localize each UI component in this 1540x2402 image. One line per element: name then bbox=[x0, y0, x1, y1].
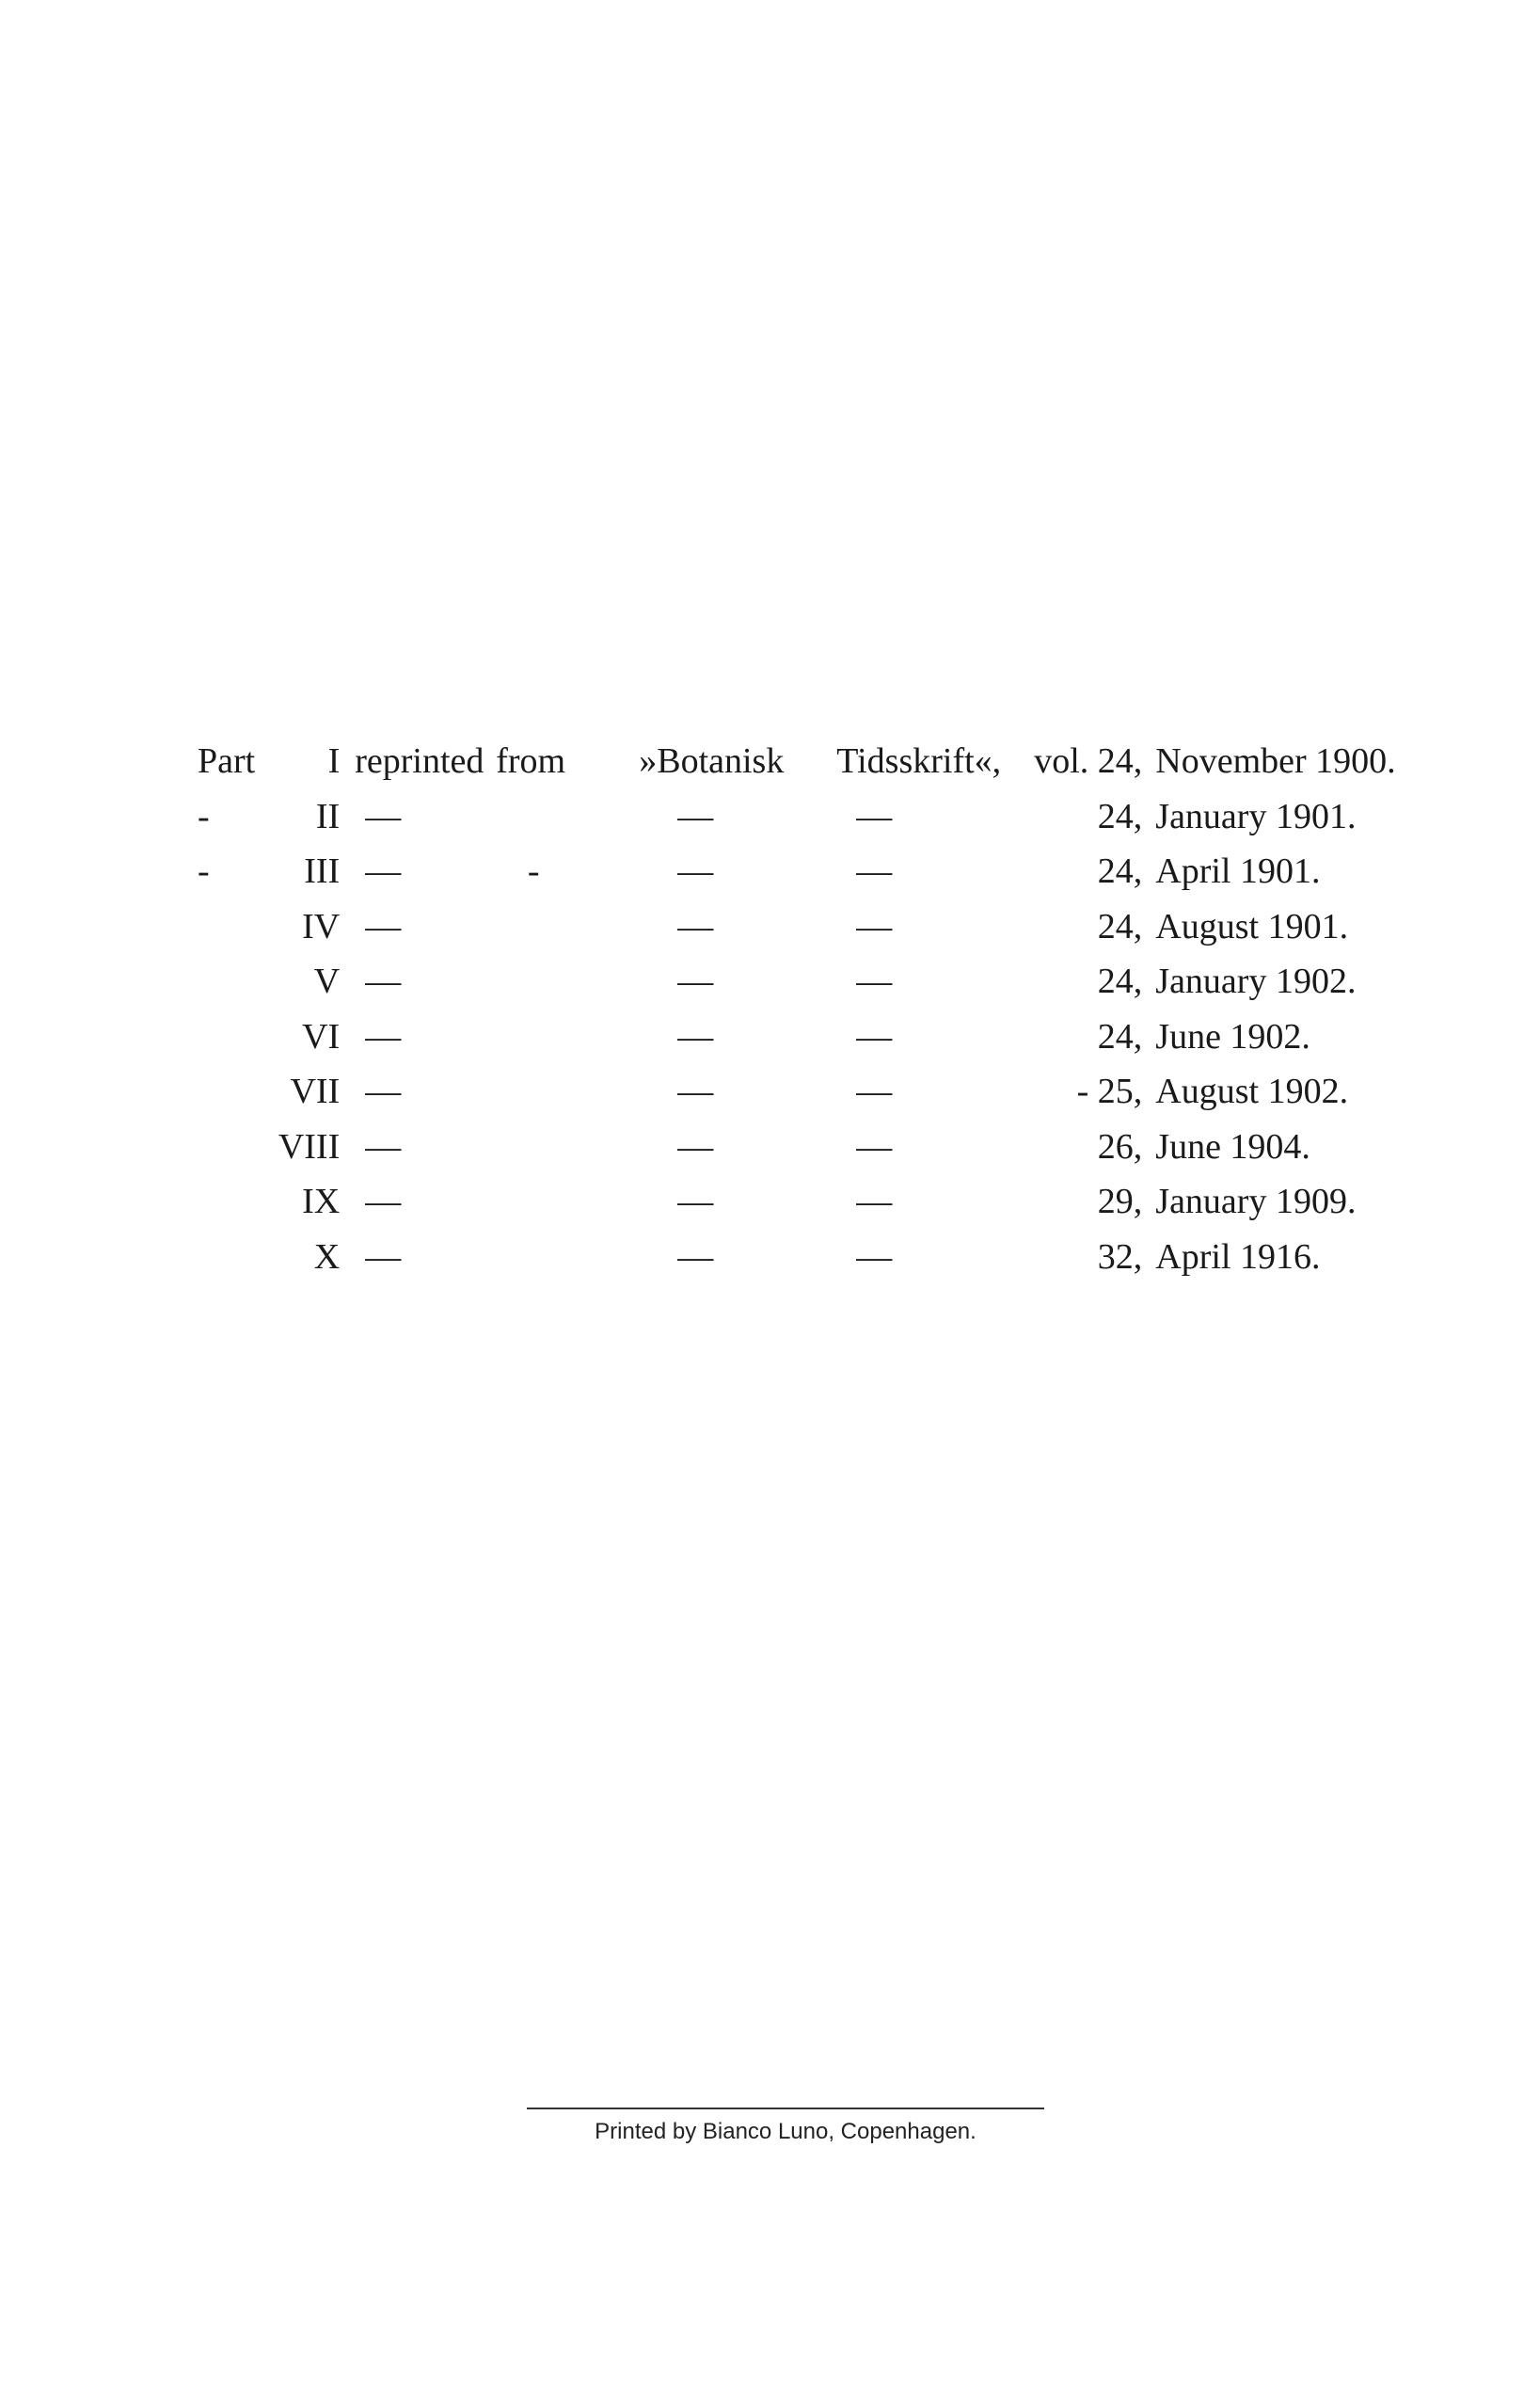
volume-number: 24, bbox=[1097, 1016, 1143, 1057]
ditto-mark: — bbox=[856, 796, 893, 836]
ditto-mark: — bbox=[365, 851, 402, 892]
reprint-list bbox=[198, 734, 1437, 1284]
volume-number: 24, bbox=[1097, 741, 1143, 782]
ditto-mark: — bbox=[856, 1182, 893, 1222]
ditto-mark: — bbox=[677, 906, 714, 946]
ditto-mark: — bbox=[677, 796, 714, 836]
issue-date: August 1901. bbox=[1155, 906, 1349, 946]
printer-colophon: Printed by Bianco Luno, Copenhagen. bbox=[595, 2119, 976, 2144]
issue-date: January 1909. bbox=[1155, 1182, 1357, 1222]
ditto-stray bbox=[496, 1174, 639, 1230]
issue-date: November 1900. bbox=[1155, 741, 1396, 782]
ditto-dash bbox=[198, 1174, 255, 1230]
issue-date: August 1902. bbox=[1155, 1072, 1349, 1112]
reprint-row bbox=[198, 1064, 1437, 1120]
ditto-stray: - bbox=[527, 851, 540, 892]
part-number: VI bbox=[302, 1016, 341, 1057]
ditto-mark: — bbox=[856, 906, 893, 946]
ditto-mark: — bbox=[856, 1236, 893, 1277]
ditto-stray bbox=[496, 954, 639, 1010]
part-number: IX bbox=[302, 1182, 341, 1222]
part-number: I bbox=[327, 741, 341, 782]
ditto-dash bbox=[198, 1064, 255, 1120]
issue-date: June 1902. bbox=[1155, 1016, 1310, 1057]
ditto-dash bbox=[198, 1010, 255, 1065]
ditto-mark: — bbox=[365, 962, 402, 1002]
ditto-dash bbox=[198, 1120, 255, 1175]
reprint-row bbox=[198, 1230, 1437, 1285]
ditto-mark: — bbox=[677, 1016, 714, 1057]
ditto-dash bbox=[198, 1230, 255, 1285]
part-number: V bbox=[313, 962, 341, 1002]
ditto-mark: — bbox=[365, 1072, 402, 1112]
ditto-stray bbox=[496, 899, 639, 955]
reprint-row bbox=[198, 1120, 1437, 1175]
ditto-dash bbox=[198, 954, 255, 1010]
ditto-dash: - bbox=[198, 796, 210, 836]
ditto-mark: — bbox=[677, 962, 714, 1002]
volume-number: 24, bbox=[1097, 906, 1143, 946]
volume-number: 24, bbox=[1097, 796, 1143, 836]
volume-label: vol. 24, bbox=[1034, 741, 1143, 782]
part-number: VII bbox=[290, 1072, 341, 1112]
part-number: X bbox=[313, 1236, 341, 1277]
reprinted-text: reprinted bbox=[355, 741, 484, 782]
volume-number: 29, bbox=[1097, 1182, 1143, 1222]
part-number: II bbox=[315, 796, 341, 836]
ditto-mark: — bbox=[365, 796, 402, 836]
issue-date: January 1902. bbox=[1155, 962, 1357, 1002]
ditto-mark: — bbox=[677, 1072, 714, 1112]
ditto-stray bbox=[496, 789, 639, 845]
reprint-row bbox=[198, 734, 1437, 789]
from-text: from bbox=[496, 741, 566, 782]
ditto-stray bbox=[496, 1120, 639, 1175]
reprint-row bbox=[198, 844, 1437, 899]
volume-number: - 25, bbox=[1076, 1072, 1143, 1112]
ditto-mark: — bbox=[856, 962, 893, 1002]
reprint-row bbox=[198, 1010, 1437, 1065]
ditto-mark: — bbox=[365, 1236, 402, 1277]
journal-name-2: Tidsskrift«, bbox=[836, 741, 1002, 782]
ditto-mark: — bbox=[677, 1126, 714, 1167]
part-number: IV bbox=[302, 906, 341, 946]
volume-number: 32, bbox=[1097, 1236, 1143, 1277]
ditto-stray bbox=[496, 1010, 639, 1065]
ditto-mark: — bbox=[365, 1016, 402, 1057]
ditto-mark: — bbox=[365, 1126, 402, 1167]
ditto-mark: — bbox=[856, 1126, 893, 1167]
ditto-stray bbox=[496, 1230, 639, 1285]
reprint-row bbox=[198, 899, 1437, 955]
volume-number: 24, bbox=[1097, 962, 1143, 1002]
ditto-dash: - bbox=[198, 851, 210, 892]
part-number: III bbox=[304, 851, 341, 892]
reprint-row bbox=[198, 789, 1437, 845]
part-label: Part bbox=[198, 741, 256, 782]
ditto-mark: — bbox=[677, 851, 714, 892]
ditto-mark: — bbox=[677, 1182, 714, 1222]
ditto-mark: — bbox=[365, 1182, 402, 1222]
part-number: VIII bbox=[278, 1126, 341, 1167]
reprint-row bbox=[198, 954, 1437, 1010]
ditto-mark: — bbox=[856, 1016, 893, 1057]
issue-date: April 1901. bbox=[1155, 851, 1321, 892]
colophon-rule bbox=[527, 2108, 1044, 2109]
issue-date: June 1904. bbox=[1155, 1126, 1310, 1167]
reprint-row bbox=[198, 1174, 1437, 1230]
volume-number: 26, bbox=[1097, 1126, 1143, 1167]
issue-date: January 1901. bbox=[1155, 796, 1357, 836]
volume-number: 24, bbox=[1097, 851, 1143, 892]
ditto-mark: — bbox=[365, 906, 402, 946]
ditto-stray bbox=[496, 1064, 639, 1120]
ditto-dash bbox=[198, 899, 255, 955]
ditto-mark: — bbox=[856, 1072, 893, 1112]
issue-date: April 1916. bbox=[1155, 1236, 1321, 1277]
ditto-mark: — bbox=[856, 851, 893, 892]
journal-name: »Botanisk bbox=[639, 741, 785, 782]
ditto-mark: — bbox=[677, 1236, 714, 1277]
